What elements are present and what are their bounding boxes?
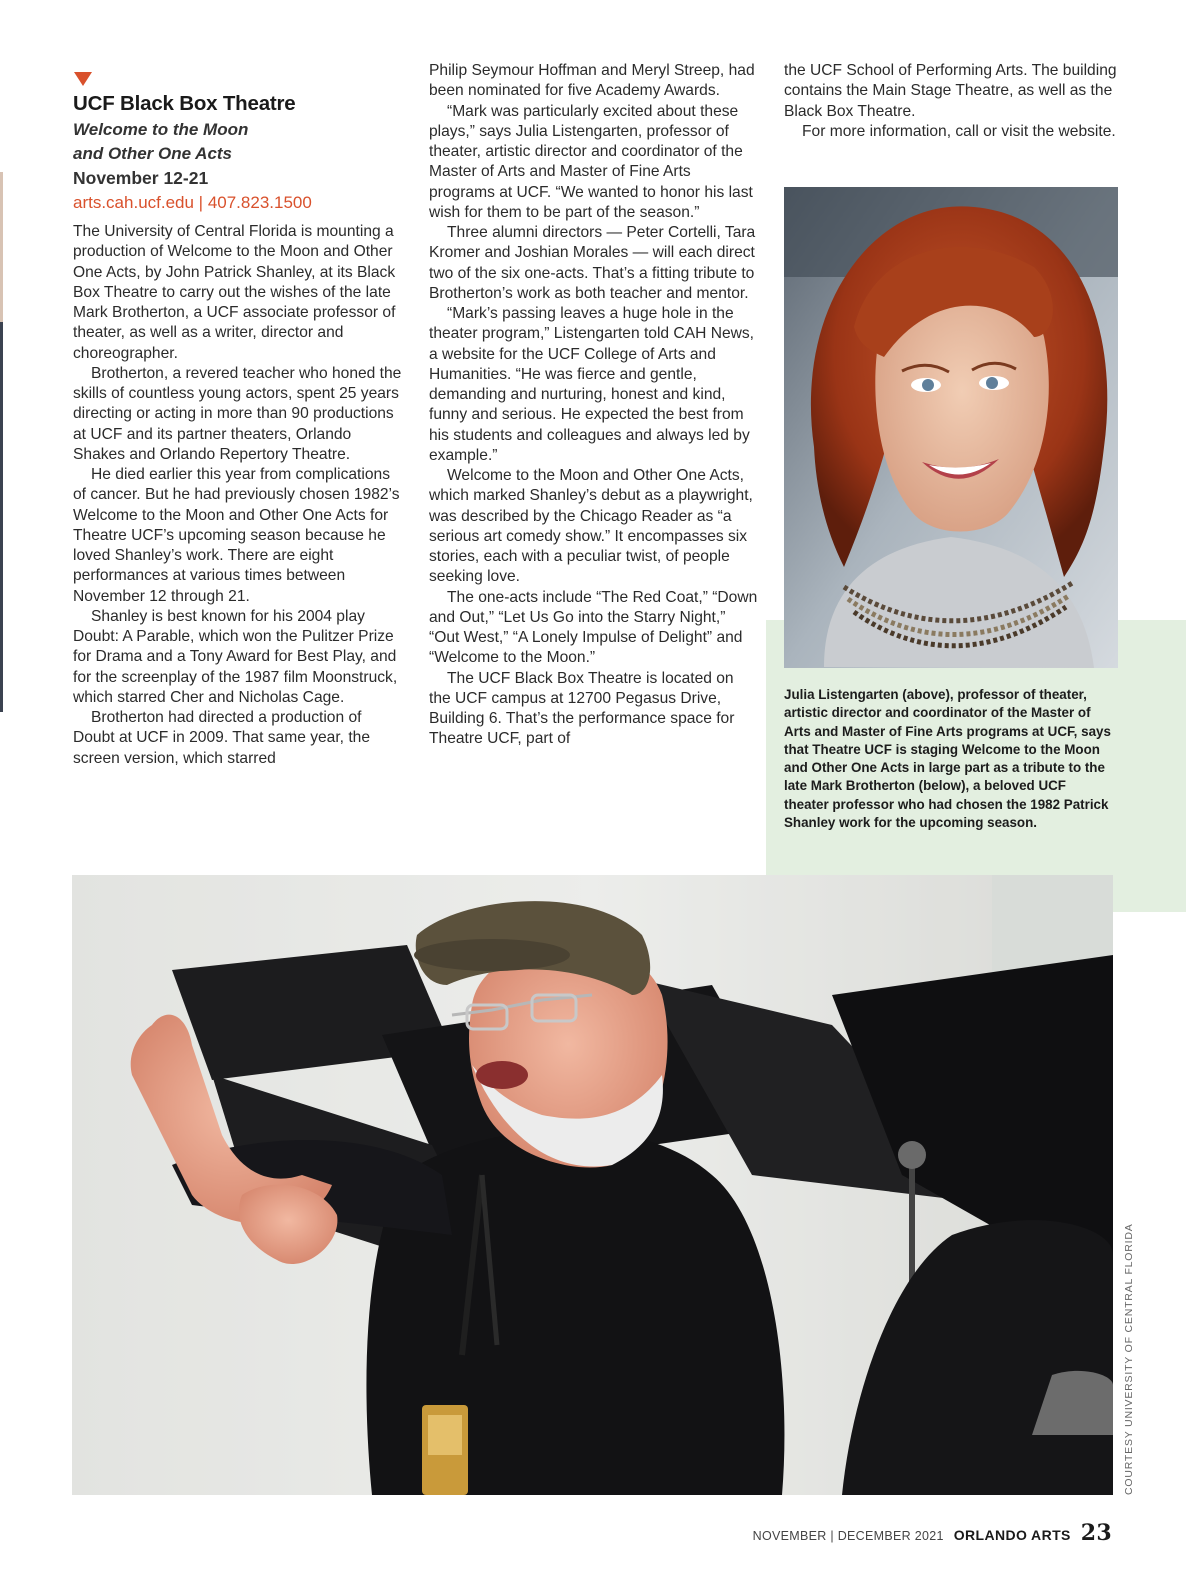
issue-date: NOVEMBER | DECEMBER 2021 [752,1529,944,1543]
portrait-photo [784,187,1118,668]
page-edge-strip [0,172,3,322]
show-title-line1: Welcome to the Moon [73,120,249,139]
venue-title: UCF Black Box Theatre [73,92,296,115]
paragraph: The University of Central Florida is mounting a production of Welcome to the Moon and Other One Acts, by John Patrick Shanley, at its Black Box Theatre to carry out the wishes of the late Mark Brotherton, a UCF associate professor of theater, as well as a writer, director and choreographer. [73,223,396,362]
paragraph: “Mark’s passing leaves a huge hole in the theater program,” Listengarten told CAH News, a website for the UCF College of Arts and Humanities. “He was fierce and gentle, demanding and nurturing, honest and kind, funny and serious. He expected the best from his students and colleagues and always led by example.” [429,305,755,464]
article-column-3 [784,61,1117,142]
paragraph: Brotherton had directed a production of Doubt at UCF in 2009. That same year, the screen version, which starred [73,709,371,767]
article-column-2 [429,61,759,750]
paragraph: Three alumni directors — Peter Cortelli, Tara Kromer and Joshian Morales — will each direct two of the six one-acts. That’s a fitting tribute to Brotherton’s work as both teacher and mentor. [429,224,756,302]
main-photo [72,875,1113,1495]
paragraph: Brotherton, a revered teacher who honed the skills of countless young actors, spent 25 years directing or acting in more than 90 productions at UCF and its partner theaters, Orlando Shakes and Orlando Repertory Theatre. [73,364,402,463]
paragraph: For more information, call or visit the website. [802,122,1116,140]
paragraph: Philip Seymour Hoffman and Meryl Streep, had been nominated for five Academy Awards. [429,62,755,100]
photo-credit: COURTESY UNIVERSITY OF CENTRAL FLORIDA [1123,1223,1135,1495]
photo-caption: Julia Listengarten (above), professor of theater, artistic director and coordinator of the Master of Arts and Master of Fine Arts programs at UCF, says that Theatre UCF is staging Welcome to the Moon and Other One Acts in large part as a tribute to the late Mark Brotherton (below), a beloved UCF theater professor who had chosen the 1982 Patrick Shanley work for the upcoming season. [784,687,1111,831]
show-title-line2: and Other One Acts [73,144,233,163]
article-column-1 [73,222,403,769]
page-footer [753,1520,1112,1546]
paragraph: Welcome to the Moon and Other One Acts, which marked Shanley’s debut as a playwright, was described by the Chicago Reader as “a serious art comedy show.” It encompasses six stories, each with a peculiar twist, of people seeking love. [429,467,753,586]
paragraph: the UCF School of Performing Arts. The building contains the Main Stage Theatre, as well as the Black Box Theatre. [784,62,1117,120]
paragraph: “Mark was particularly excited about these plays,” says Julia Listengarten, professor of theater, artistic director and coordinator of the Master of Arts and Master of Fine Arts programs at UCF. “We wanted to honor his last wish for them to be part of the season.” [429,102,753,221]
section-marker-icon [74,72,92,86]
show-dates: November 12-21 [73,168,209,188]
paragraph: He died earlier this year from complications of cancer. But he had previously chosen 1982’s Welcome to the Moon and Other One Acts for Theatre UCF’s upcoming season because he loved Shanley’s work. There are eight performances at various times between November 12 through 21. [73,466,400,605]
paragraph: The UCF Black Box Theatre is located on the UCF campus at 12700 Pegasus Drive, Building 6. That’s the performance space for Theatre UCF, part of [429,669,735,748]
paragraph: The one-acts include “The Red Coat,” “Down and Out,” “Let Us Go into the Starry Night,” “Out West,” “A Lonely Impulse of Delight” and “Welcome to the Moon.” [429,588,758,667]
page-number: 23 [1080,1520,1112,1546]
paragraph: Shanley is best known for his 2004 play Doubt: A Parable, which won the Pulitzer Prize for Drama and a Tony Award for Best Play, and for the screenplay of the 1987 film Moonstruck, which starred Cher and Nicholas Cage. [73,607,398,706]
publication-name: ORLANDO ARTS [953,1527,1071,1543]
contact-info: arts.cah.ucf.edu | 407.823.1500 [73,193,312,212]
page-edge-strip [0,322,3,712]
